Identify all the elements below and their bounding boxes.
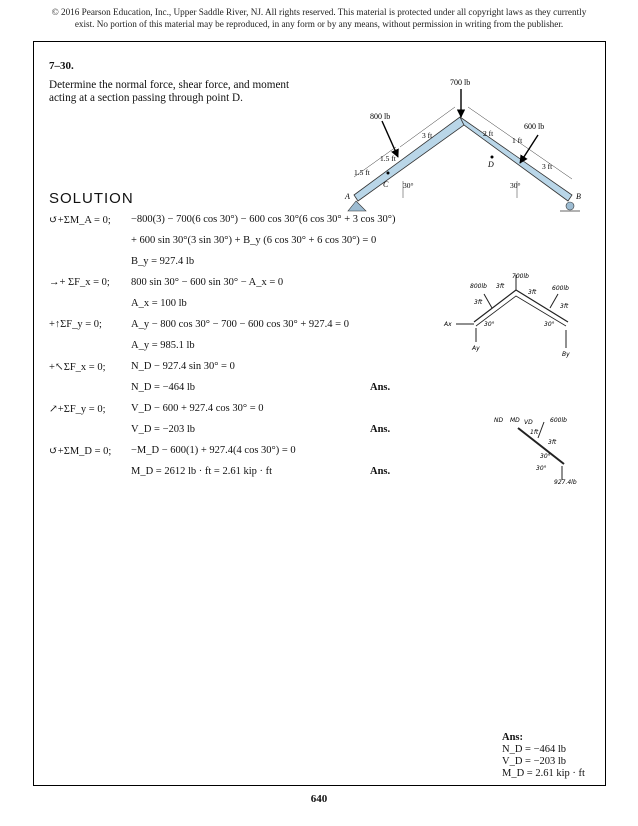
label-2ft: 2 ft — [483, 129, 494, 138]
fbd2-lVD: VD — [524, 419, 533, 426]
copyright-line-1: © 2016 Pearson Education, Inc., Upper Saddle River, NJ. All rights reserved. This material is protected under all copyright laws as they currently — [51, 7, 587, 17]
point-D-dot — [491, 156, 494, 159]
label-30-right: 30° — [510, 181, 521, 190]
eq-label-6: +↑ΣF_y = 0; — [49, 319, 102, 330]
fbd2-a30a: 30° — [540, 453, 551, 460]
eq-ans-13: Ans. — [370, 466, 391, 477]
answer-vd: V_D = −203 lb — [502, 756, 567, 767]
fbd1-l3b: 3ft — [528, 289, 537, 296]
eq-text-10: V_D − 600 + 927.4 cos 30° = 0 — [131, 403, 264, 414]
fbd2-lMD: MD — [510, 417, 520, 424]
eq-text-6: A_y − 800 cos 30° − 700 − 600 cos 30° + 927.4 = 0 — [131, 319, 349, 330]
fbd1-l3c: 3ft — [474, 299, 483, 306]
copyright-notice — [20, 6, 618, 30]
eq-label-4: →+ ΣF_x = 0; — [49, 277, 110, 288]
answer-md: M_D = 2.61 kip · ft — [502, 768, 585, 779]
fbd1-lAy: Ay — [472, 345, 480, 352]
label-C: C — [383, 180, 389, 189]
label-1ft: 1 ft — [512, 136, 523, 145]
eq-text-4: 800 sin 30° − 600 sin 30° − A_x = 0 — [131, 277, 284, 288]
fbd2-l927: 927.4lb — [554, 479, 577, 486]
label-3ft-right: 3 ft — [542, 162, 553, 171]
eq-ans-9: Ans. — [370, 382, 391, 393]
fbd2-600 — [538, 422, 544, 438]
fbd-sketch-1 — [440, 270, 590, 360]
eq-text-12: −M_D − 600(1) + 927.4(4 cos 30°) = 0 — [131, 445, 296, 456]
label-600: 600 lb — [524, 122, 545, 131]
answer-title: Ans: — [502, 732, 524, 743]
label-D: D — [488, 160, 494, 169]
fbd1-l3a: 3ft — [496, 283, 505, 290]
problem-number: 7–30. — [49, 60, 74, 72]
label-B: B — [576, 192, 581, 201]
copyright-line-2: exist. No portion of this material may be reproduced, in any form or by any means, without permission in writing from the publisher. — [74, 19, 564, 29]
fbd1-l700: 700lb — [512, 273, 529, 280]
eq-label-8: +↖ΣF_x = 0; — [49, 362, 106, 373]
fbd-sketch-2 — [490, 412, 590, 487]
support-A — [348, 201, 366, 211]
fbd2-lND: ND — [494, 417, 504, 424]
fbd1-l800: 800lb — [470, 283, 487, 290]
fbd2-a30b: 30° — [536, 465, 547, 472]
label-3ft-left: 3 ft — [422, 131, 433, 140]
eq-label-12: ↺+ΣM_D = 0; — [49, 446, 112, 457]
label-700: 700 lb — [450, 78, 471, 87]
fbd1-l600: 600lb — [552, 285, 569, 292]
solution-heading: SOLUTION — [49, 190, 134, 207]
eq-text-13: M_D = 2612 lb · ft = 2.61 kip · ft — [131, 466, 273, 477]
fbd1-lBy: By — [562, 351, 570, 358]
label-1-5ft-b: 1.5 ft — [354, 168, 370, 177]
fbd1-800 — [484, 294, 492, 308]
eq-text-2: + 600 sin 30°(3 sin 30°) + B_y (6 cos 30° + 6 cos 30°) = 0 — [131, 235, 377, 246]
label-1-5ft-a: 1.5 ft — [380, 154, 396, 163]
fbd1-l3d: 3ft — [560, 303, 569, 310]
problem-statement: Determine the normal force, shear force, and moment acting at a section passing through point D. — [49, 79, 290, 104]
eq-text-11: V_D = −203 lb — [131, 424, 196, 435]
eq-text-1: −800(3) − 700(6 cos 30°) − 600 cos 30°(6 cos 30° + 3 cos 30°) — [131, 214, 396, 225]
eq-label-1: ↺+ΣM_A = 0; — [49, 215, 111, 226]
label-30-left: 30° — [403, 181, 414, 190]
eq-text-9: N_D = −464 lb — [131, 382, 196, 393]
label-800: 800 lb — [370, 112, 391, 121]
eq-text-5: A_x = 100 lb — [131, 298, 187, 309]
fbd1-lAx: Ax — [444, 321, 452, 328]
point-C-dot — [387, 172, 390, 175]
eq-text-8: N_D − 927.4 sin 30° = 0 — [131, 361, 235, 372]
eq-text-7: A_y = 985.1 lb — [131, 340, 195, 351]
fbd2-l600: 600lb — [550, 417, 567, 424]
load-800-arrow — [382, 121, 398, 157]
eq-text-3: B_y = 927.4 lb — [131, 256, 195, 267]
eq-ans-11: Ans. — [370, 424, 391, 435]
fbd1-600 — [550, 294, 558, 308]
support-B-roller — [566, 202, 574, 210]
fbd1-a2: 30° — [544, 321, 555, 328]
fbd1-a1: 30° — [484, 321, 495, 328]
answer-nd: N_D = −464 lb — [502, 744, 567, 755]
page-number: 640 — [310, 793, 328, 805]
fbd2-l3ft: 3ft — [548, 439, 557, 446]
fbd2-l1ft: 1ft — [530, 429, 539, 436]
frame-figure — [340, 77, 590, 212]
eq-label-10: ↗+ΣF_y = 0; — [49, 404, 106, 415]
label-A: A — [345, 192, 350, 201]
answer-box — [502, 732, 585, 780]
